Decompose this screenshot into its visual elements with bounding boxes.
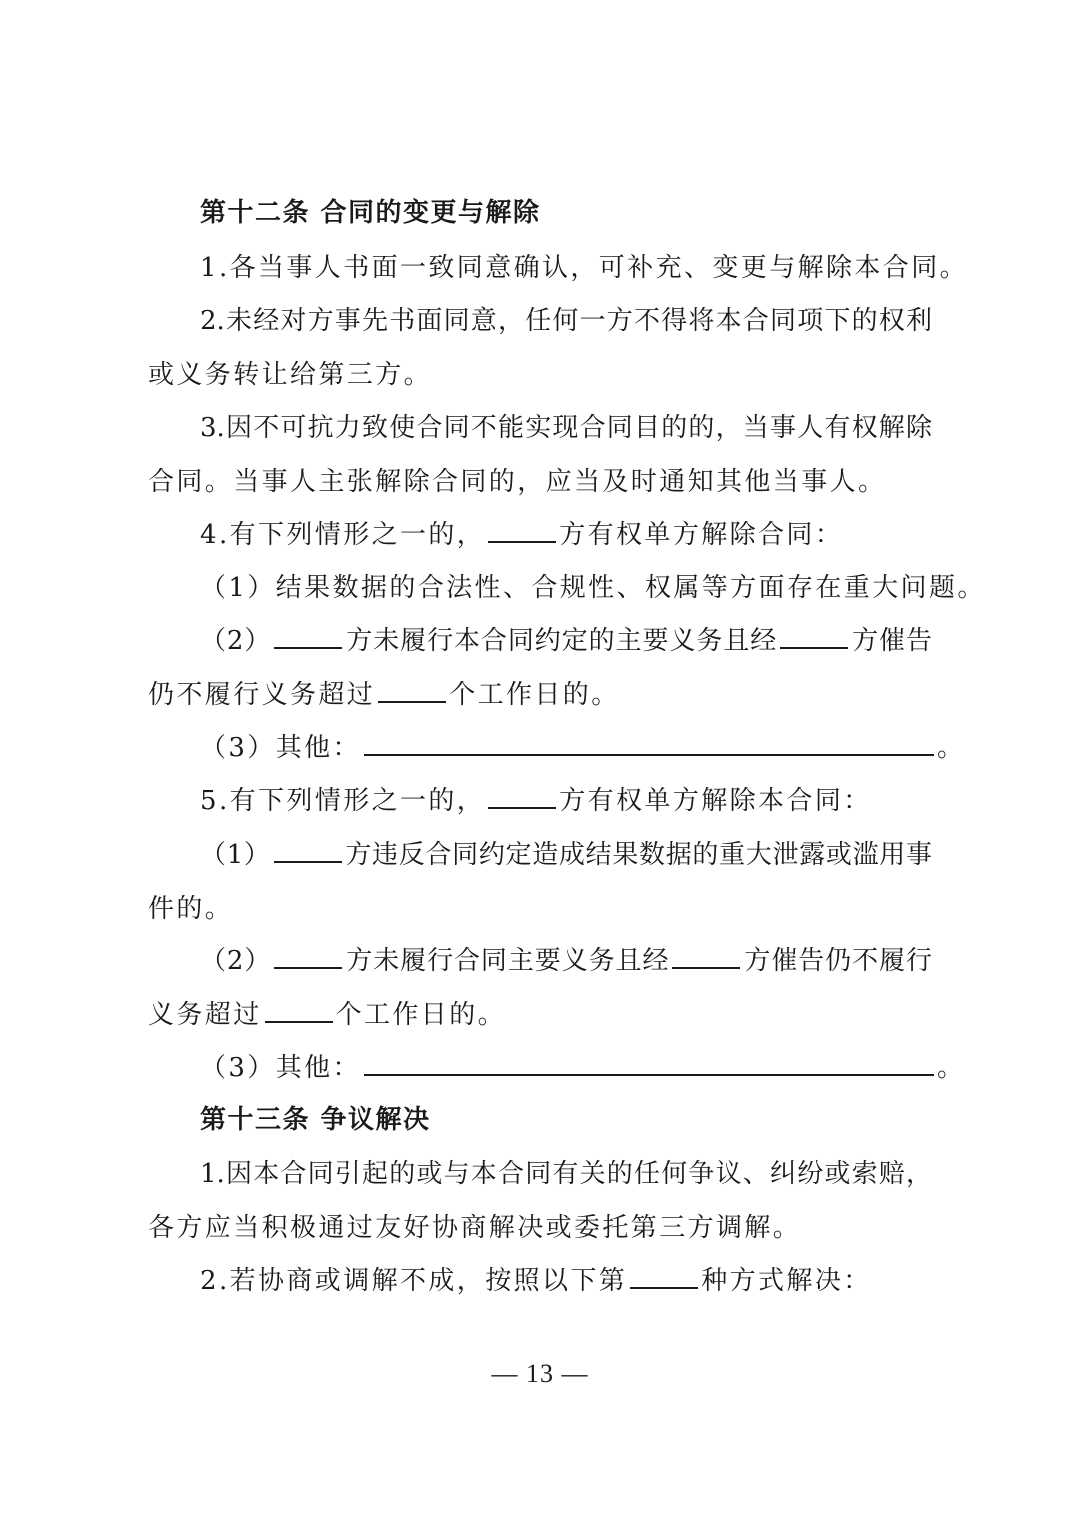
fill-blank[interactable] bbox=[274, 625, 342, 649]
article-13-heading: 第十三条 争议解决 bbox=[200, 1105, 431, 1135]
text-segment: 。 bbox=[936, 1053, 966, 1083]
text-segment: 义务超过 bbox=[148, 1000, 262, 1030]
fill-blank[interactable] bbox=[274, 839, 342, 863]
text-segment: 2.若协商或调解不成，按照以下第 bbox=[200, 1266, 628, 1296]
art12-clause-4-item-2-line-2 bbox=[148, 678, 932, 712]
art13-clause-1-line-1: 1.因本合同引起的或与本合同有关的任何争议、纠纷或索赔， bbox=[200, 1159, 932, 1189]
text-segment: 方未履行合同主要义务且经 bbox=[345, 946, 670, 976]
fill-blank[interactable] bbox=[630, 1265, 698, 1289]
art12-clause-5-item-1-line-1 bbox=[200, 838, 932, 872]
fill-blank[interactable] bbox=[672, 945, 740, 969]
art12-clause-5 bbox=[200, 784, 932, 818]
art12-clause-3-line-1: 3.因不可抗力致使合同不能实现合同目的的，当事人有权解除 bbox=[200, 413, 932, 443]
art12-clause-4-item-1: （1）结果数据的合法性、合规性、权属等方面存在重大问题。 bbox=[200, 573, 986, 603]
text-segment: 种方式解决： bbox=[701, 1266, 872, 1296]
text-segment: （2） bbox=[200, 626, 272, 656]
page-number: — 13 — bbox=[491, 1359, 589, 1388]
fill-blank[interactable] bbox=[488, 519, 556, 543]
text-segment: 仍不履行义务超过 bbox=[148, 680, 376, 710]
fill-blank[interactable] bbox=[488, 785, 556, 809]
art12-clause-4-item-3 bbox=[200, 731, 966, 765]
text-segment: 个工作日的。 bbox=[449, 680, 620, 710]
fill-blank[interactable] bbox=[274, 945, 342, 969]
text-segment: 5.有下列情形之一的， bbox=[200, 786, 486, 816]
text-segment: （1） bbox=[200, 840, 271, 870]
fill-blank[interactable] bbox=[265, 999, 333, 1023]
text-segment: （3）其他： bbox=[200, 1053, 361, 1083]
text-segment: 方催告仍不履行 bbox=[743, 946, 932, 976]
art12-clause-4 bbox=[200, 518, 932, 552]
text-segment: 4.有下列情形之一的， bbox=[200, 520, 486, 550]
fill-blank-long[interactable] bbox=[364, 732, 934, 756]
art12-clause-1: 1.各当事人书面一致同意确认，可补充、变更与解除本合同。 bbox=[200, 253, 969, 283]
text-segment: 方未履行本合同约定的主要义务且经 bbox=[345, 626, 778, 656]
art12-clause-3-line-2: 合同。当事人主张解除合同的，应当及时通知其他当事人。 bbox=[148, 467, 887, 497]
text-segment: 方有权单方解除本合同： bbox=[559, 786, 872, 816]
art12-clause-5-item-2-line-2 bbox=[148, 998, 932, 1032]
text-segment: 个工作日的。 bbox=[335, 1000, 507, 1030]
art12-clause-5-item-1-line-2: 件的。 bbox=[148, 894, 234, 924]
text-segment: 方违反合同约定造成结果数据的重大泄露或滥用事 bbox=[344, 840, 932, 870]
art12-clause-4-item-2-line-1 bbox=[200, 624, 932, 658]
text-segment: 方有权单方解除合同： bbox=[559, 520, 844, 550]
art12-clause-2-line-2: 或义务转让给第三方。 bbox=[148, 360, 433, 390]
fill-blank[interactable] bbox=[378, 679, 446, 703]
art13-clause-1-line-2: 各方应当积极通过友好协商解决或委托第三方调解。 bbox=[148, 1213, 802, 1243]
article-12-heading: 第十二条 合同的变更与解除 bbox=[200, 198, 541, 228]
art12-clause-5-item-2-line-1 bbox=[200, 944, 932, 978]
art12-clause-5-item-3 bbox=[200, 1051, 966, 1085]
text-segment: （2） bbox=[200, 946, 272, 976]
text-segment: （3）其他： bbox=[200, 733, 361, 763]
art12-clause-2-line-1: 2.未经对方事先书面同意，任何一方不得将本合同项下的权利 bbox=[200, 306, 932, 336]
fill-blank-long[interactable] bbox=[364, 1052, 934, 1076]
text-segment: 。 bbox=[936, 733, 966, 763]
text-segment: 方催告 bbox=[851, 626, 932, 656]
fill-blank[interactable] bbox=[780, 625, 848, 649]
art13-clause-2 bbox=[200, 1264, 932, 1298]
